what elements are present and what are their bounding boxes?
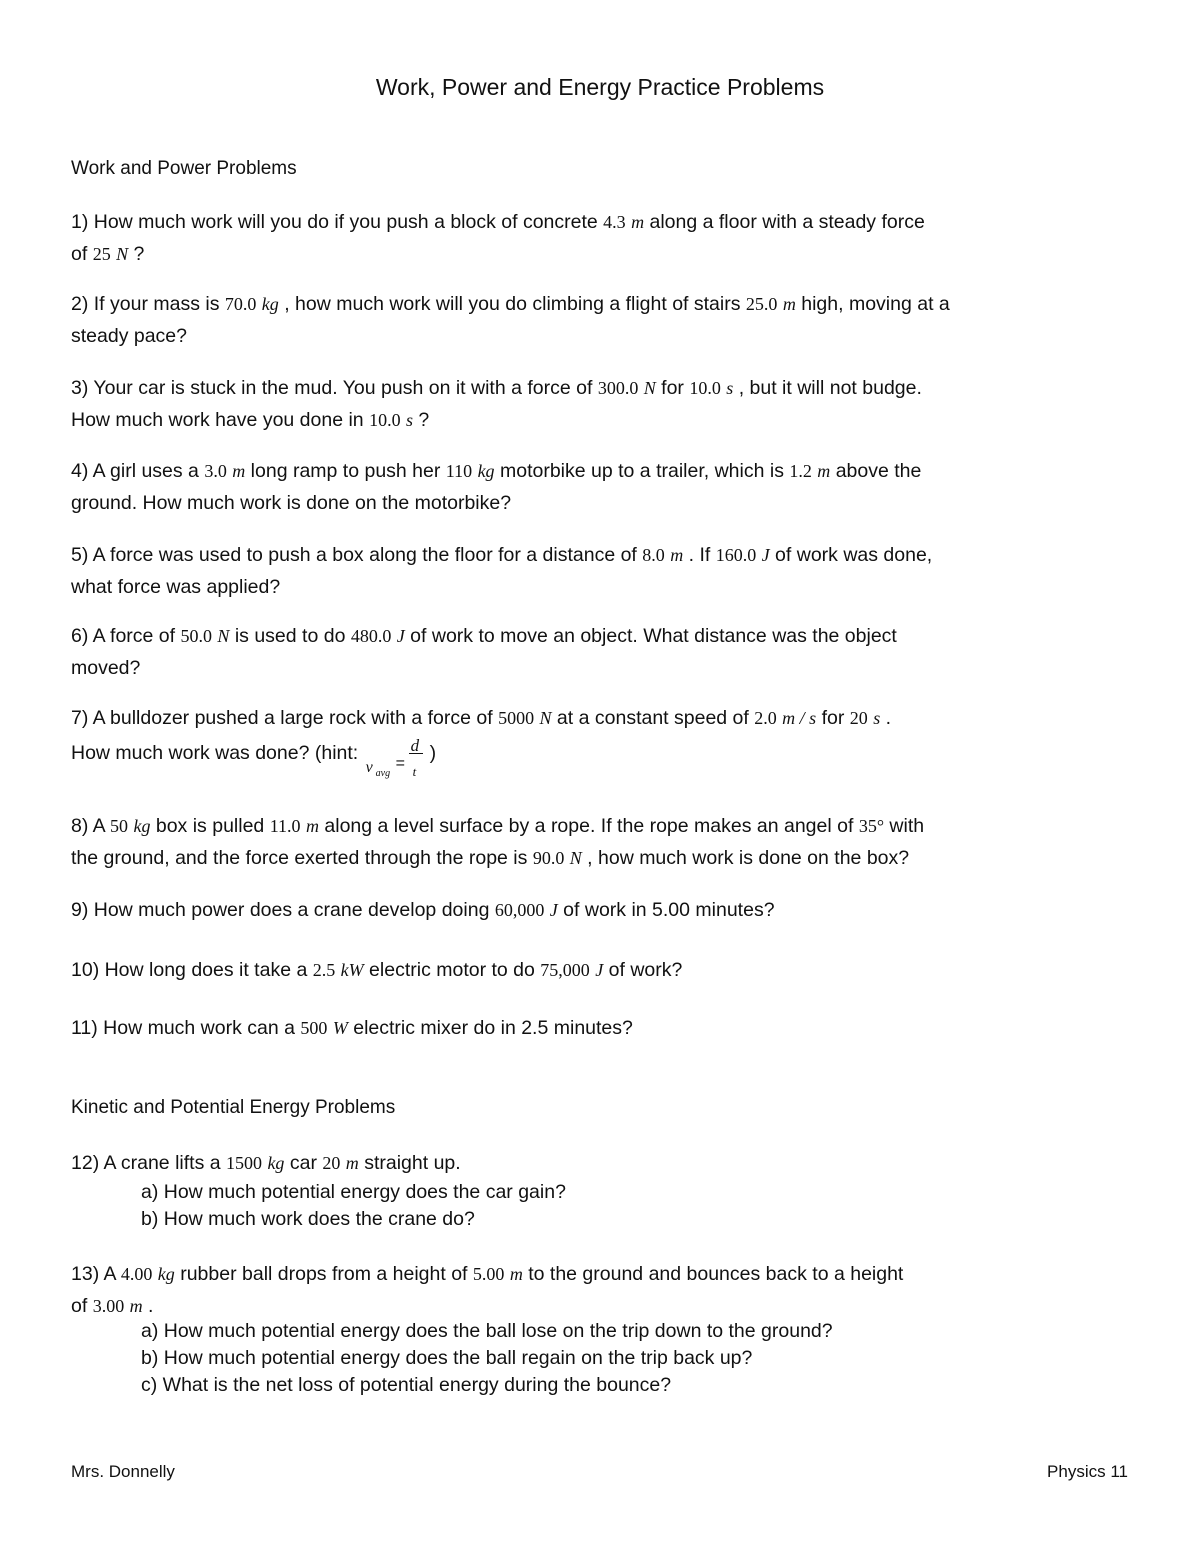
problem-7: 7) A bulldozer pushed a large rock with a force of 5000 N at a constant speed of 2.0 m / s for 20 s . How much work was done? (hint: v avg = d t )	[71, 707, 892, 779]
problem-3: 3) Your car is stuck in the mud. You push on it with a force of 300.0 N for 10.0 s , but it will not budge. How much work have you done in 10.0 s ?	[71, 377, 922, 431]
section-heading-work-power: Work and Power Problems	[71, 158, 297, 179]
problem-5: 5) A force was used to push a box along the floor for a distance of 8.0 m . If 160.0 J of work was done, what force was applied?	[71, 544, 933, 598]
problem-13-part-c: c) What is the net loss of potential energy during the bounce?	[141, 1374, 672, 1396]
problem-13-part-b: b) How much potential energy does the ball regain on the trip back up?	[141, 1347, 753, 1369]
problem-12-part-b: b) How much work does the crane do?	[141, 1208, 475, 1230]
problem-6: 6) A force of 50.0 N is used to do 480.0 J of work to move an object. What distance was the object moved?	[71, 625, 897, 679]
section-heading-kinetic-potential: Kinetic and Potential Energy Problems	[71, 1097, 396, 1118]
problem-12-part-a: a) How much potential energy does the car gain?	[141, 1181, 566, 1203]
problem-10: 10) How long does it take a 2.5 kW electric motor to do 75,000 J of work?	[71, 959, 683, 981]
problem-13-part-a: a) How much potential energy does the ball lose on the trip down to the ground?	[141, 1320, 833, 1342]
problem-9: 9) How much power does a crane develop doing 60,000 J of work in 5.00 minutes?	[71, 899, 775, 921]
hint-formula: v avg = d t	[364, 734, 430, 774]
problem-4: 4) A girl uses a 3.0 m long ramp to push her 110 kg motorbike up to a trailer, which is 1.2 m above the ground. How much work is done on the motorbike?	[71, 460, 922, 514]
problem-12: 12) A crane lifts a 1500 kg car 20 m straight up.	[71, 1152, 461, 1174]
footer-course: Physics 11	[1047, 1462, 1128, 1481]
problem-8: 8) A 50 kg box is pulled 11.0 m along a level surface by a rope. If the rope makes an angel of 35° with the ground, and the force exerted through the rope is 90.0 N , how much work is done on the box?	[71, 815, 925, 869]
page-title: Work, Power and Energy Practice Problems	[375, 74, 825, 100]
problem-1: 1) How much work will you do if you push a block of concrete 4.3 m along a floor with a steady force of 25 N ?	[71, 211, 925, 265]
problem-2: 2) If your mass is 70.0 kg , how much work will you do climbing a flight of stairs 25.0 m high, moving at a steady pace?	[71, 293, 950, 347]
problem-13: 13) A 4.00 kg rubber ball drops from a height of 5.00 m to the ground and bounces back to a height of 3.00 m .	[71, 1263, 904, 1317]
footer-teacher: Mrs. Donnelly	[71, 1462, 175, 1481]
problem-11: 11) How much work can a 500 W electric mixer do in 2.5 minutes?	[71, 1017, 633, 1039]
fraction-bar	[409, 753, 423, 754]
